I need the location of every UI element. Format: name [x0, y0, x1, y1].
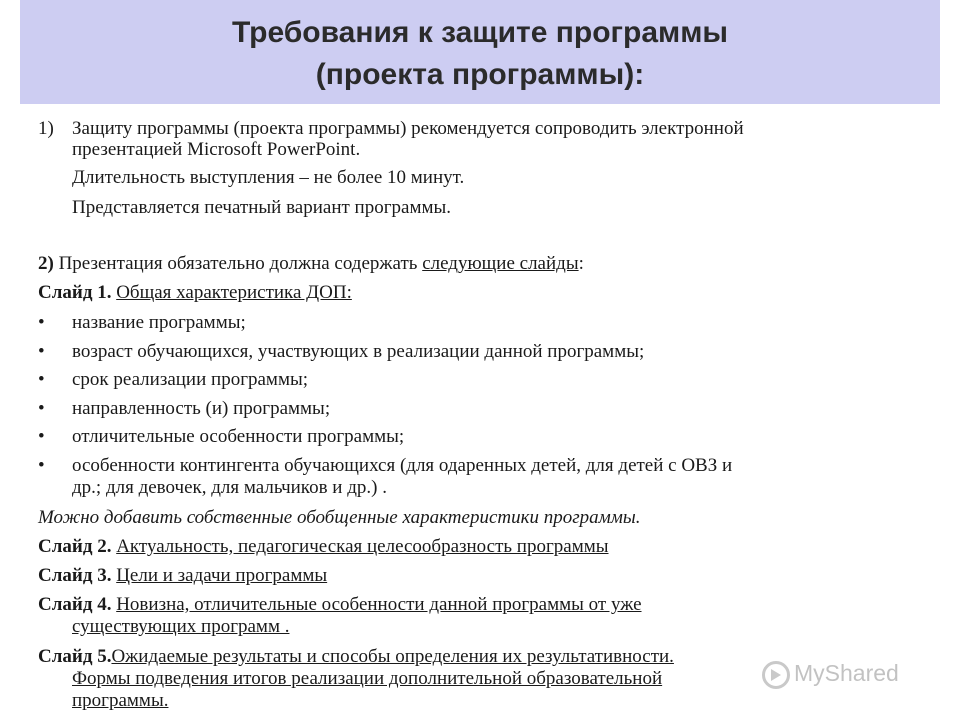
slide1-title: Общая характеристика ДОП: — [116, 282, 352, 303]
section2-number: 2) — [38, 253, 54, 274]
slide4-title-2: существующих программ . — [72, 616, 290, 637]
section1-text-3: Длительность выступления – не более 10 минут. — [72, 167, 465, 188]
slide5-label: Слайд 5. — [38, 646, 112, 667]
slide3-title: Цели и задачи программы — [116, 565, 328, 586]
watermark-text: MyShared — [794, 660, 899, 686]
bullet-icon: • — [38, 426, 45, 447]
bullet-text: др.; для девочек, для мальчиков и др.) . — [72, 477, 387, 498]
slide5-title-1: Ожидаемые результаты и способы определения их результативности. — [111, 646, 674, 667]
bullet-text: отличительные особенности программы; — [72, 426, 405, 447]
bullet-text: возраст обучающихся, участвующих в реализации данной программы; — [72, 341, 645, 362]
bullet-icon: • — [38, 341, 45, 362]
bullet-text: направленность (и) программы; — [72, 398, 331, 419]
page-subtitle: (проекта программы): — [315, 58, 645, 91]
slide4-title-1: Новизна, отличительные особенности данной программы от уже — [116, 594, 642, 615]
slide3-label: Слайд 3. — [38, 565, 112, 586]
watermark — [762, 660, 899, 689]
bullet-icon: • — [38, 455, 45, 476]
slide5-title-3: программы. — [72, 690, 169, 711]
bullet-text: особенности контингента обучающихся (для одаренных детей, для детей с ОВЗ и — [72, 455, 733, 476]
section1-number: 1) — [38, 118, 54, 139]
section2-text: Презентация обязательно должна содержать — [53, 253, 423, 274]
slide5-title-2: Формы подведения итогов реализации дополнительной образовательной — [72, 668, 663, 689]
bullet-text: срок реализации программы; — [72, 369, 309, 390]
section1-text-4: Представляется печатный вариант программы. — [72, 197, 452, 218]
play-icon — [762, 661, 790, 689]
slide4-label: Слайд 4. — [38, 594, 112, 615]
slide1-note-text: Можно добавить собственные обобщенные характеристики программы. — [38, 507, 641, 528]
slide2-title: Актуальность, педагогическая целесообразность программы — [116, 536, 609, 557]
section2-link: следующие слайды — [422, 253, 579, 274]
bullet-text: название программы; — [72, 312, 246, 333]
slide1-label: Слайд 1. — [38, 282, 112, 303]
bullet-icon: • — [38, 369, 45, 390]
bullet-icon: • — [38, 398, 45, 419]
slide2-label: Слайд 2. — [38, 536, 112, 557]
bullet-icon: • — [38, 312, 45, 333]
page-title: Требования к защите программы — [231, 16, 729, 49]
section2-colon: : — [578, 253, 584, 274]
section1-text-2: презентацией Microsoft PowerPoint. — [72, 139, 361, 160]
section1-text-1: Защиту программы (проекта программы) рекомендуется сопроводить электронной — [72, 118, 744, 139]
